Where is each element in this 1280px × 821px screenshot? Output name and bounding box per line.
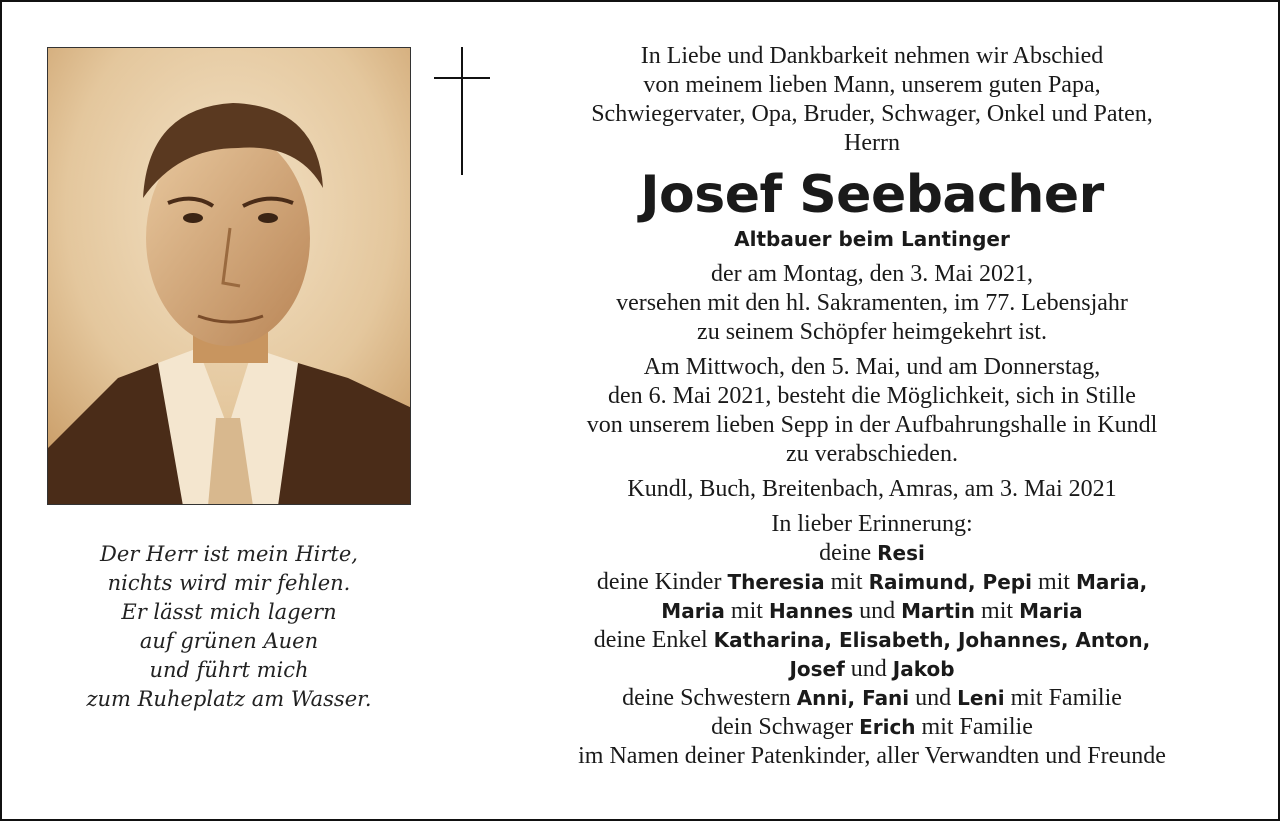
psalm-line: Der Herr ist mein Hirte,: [100, 542, 358, 566]
psalm-line: zum Ruheplatz am Wasser.: [86, 687, 372, 711]
intro-line: Schwiegervater, Opa, Bruder, Schwager, Onkel und Paten,: [591, 101, 1153, 127]
portrait-photo: [47, 47, 411, 505]
intro-line: Herrn: [844, 130, 900, 156]
viewing-line: zu verabschieden.: [786, 441, 958, 467]
cross-icon: [434, 47, 490, 175]
death-line: zu seinem Schöpfer heimgekehrt ist.: [697, 319, 1047, 345]
death-line: der am Montag, den 3. Mai 2021,: [711, 261, 1033, 287]
mourner-line: deine Schwestern Anni, Fani und Leni mit Familie: [622, 685, 1122, 711]
obituary-text: [502, 42, 1242, 771]
occupation: Altbauer beim Lantinger: [734, 227, 1010, 251]
portrait-image: [48, 48, 411, 505]
mourner-line: deine Kinder Theresia mit Raimund, Pepi mit Maria,: [596, 569, 1148, 595]
psalm-quote: [48, 540, 410, 714]
psalm-line: auf grünen Auen: [139, 629, 319, 653]
psalm-line: Er lässt mich lagern: [121, 600, 337, 624]
mourner-line: deine Resi: [819, 540, 925, 566]
place-date: Kundl, Buch, Breitenbach, Amras, am 3. Mai 2021: [627, 476, 1117, 502]
intro-line: In Liebe und Dankbarkeit nehmen wir Abschied: [640, 43, 1104, 69]
deceased-name: Josef Seebacher: [640, 165, 1104, 225]
mourner-line: dein Schwager Erich mit Familie: [711, 714, 1033, 740]
viewing-line: den 6. Mai 2021, besteht die Möglichkeit, sich in Stille: [608, 383, 1136, 409]
viewing-line: von unserem lieben Sepp in der Aufbahrungshalle in Kundl: [586, 412, 1158, 438]
psalm-line: und führt mich: [149, 658, 309, 682]
intro-line: von meinem lieben Mann, unserem guten Papa,: [643, 72, 1101, 98]
mourner-line: Josef und Jakob: [789, 656, 955, 682]
mourner-line: deine Enkel Katharina, Elisabeth, Johannes, Anton,: [593, 627, 1151, 653]
psalm-line: nichts wird mir fehlen.: [107, 571, 351, 595]
memory-heading: In lieber Erinnerung:: [771, 511, 973, 537]
mourner-line: im Namen deiner Patenkinder, aller Verwandten und Freunde: [578, 743, 1166, 769]
death-line: versehen mit den hl. Sakramenten, im 77. Lebensjahr: [616, 290, 1128, 316]
viewing-line: Am Mittwoch, den 5. Mai, und am Donnerstag,: [643, 354, 1101, 380]
mourner-line: Maria mit Hannes und Martin mit Maria: [661, 598, 1083, 624]
